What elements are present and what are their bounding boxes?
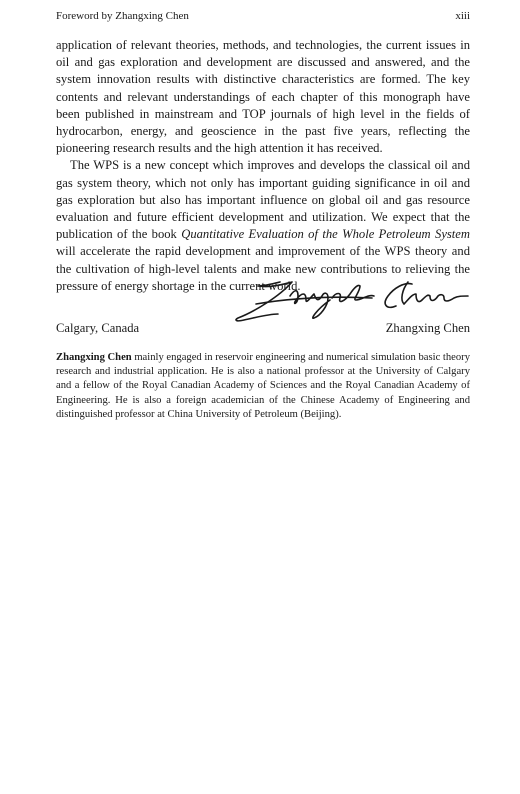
bio-text: mainly engaged in reservoir engineering and numerical simulation basic theory research and industrial application. He is also a national professor at the University of Calgary and a fellow of the Royal Canadian Academy of Sciences and the Royal Canadian Academy of Engineering. He is also a foreign academician of the Chinese Academy of Engineering and distinguished professor at China University of Petroleum (Beijing).: [56, 352, 470, 420]
running-header-title: Foreword by Zhangxing Chen: [56, 10, 189, 22]
handwritten-signature: [232, 274, 472, 326]
location: Calgary, Canada: [56, 321, 140, 335]
author-bio: [56, 351, 470, 422]
paragraph-2-text-b: will accelerate the rapid development and improvement of the WPS theory and the cultivation of high-level talents and make new contributions to relieving the pressure of energy shortage in the current world.: [56, 244, 470, 293]
book-title: Quantitative Evaluation of the Whole Petroleum System: [181, 227, 470, 242]
running-header: [56, 9, 470, 23]
page-number: xiii: [455, 10, 470, 22]
paragraph-1: application of relevant theories, methods, and technologies, the current issues in oil and gas exploration and development are discussed and answered, and the system innovation results with distinctive characteristics are formed. The key contents and relevant understandings of each chapter of this monograph have been published in mainstream and TOP journals of high level in the fields of hydrocarbon, energy, and geoscience in the past five years, reflecting the pioneering research results and the high attention it has received.: [56, 38, 470, 156]
author-name: Zhangxing Chen: [385, 321, 470, 335]
bio-name: Zhangxing Chen: [56, 352, 132, 363]
signature-line: [56, 320, 470, 337]
paragraph-2-text-a: The WPS is a new concept which improves and develops the classical oil and gas system theory, which not only has important guiding significance in oil and gas exploration but also has important influence on global oil and gas resource evaluation and future efficient development and utilization. We expect that the publication of the book: [56, 158, 470, 242]
body-text: [56, 37, 470, 295]
